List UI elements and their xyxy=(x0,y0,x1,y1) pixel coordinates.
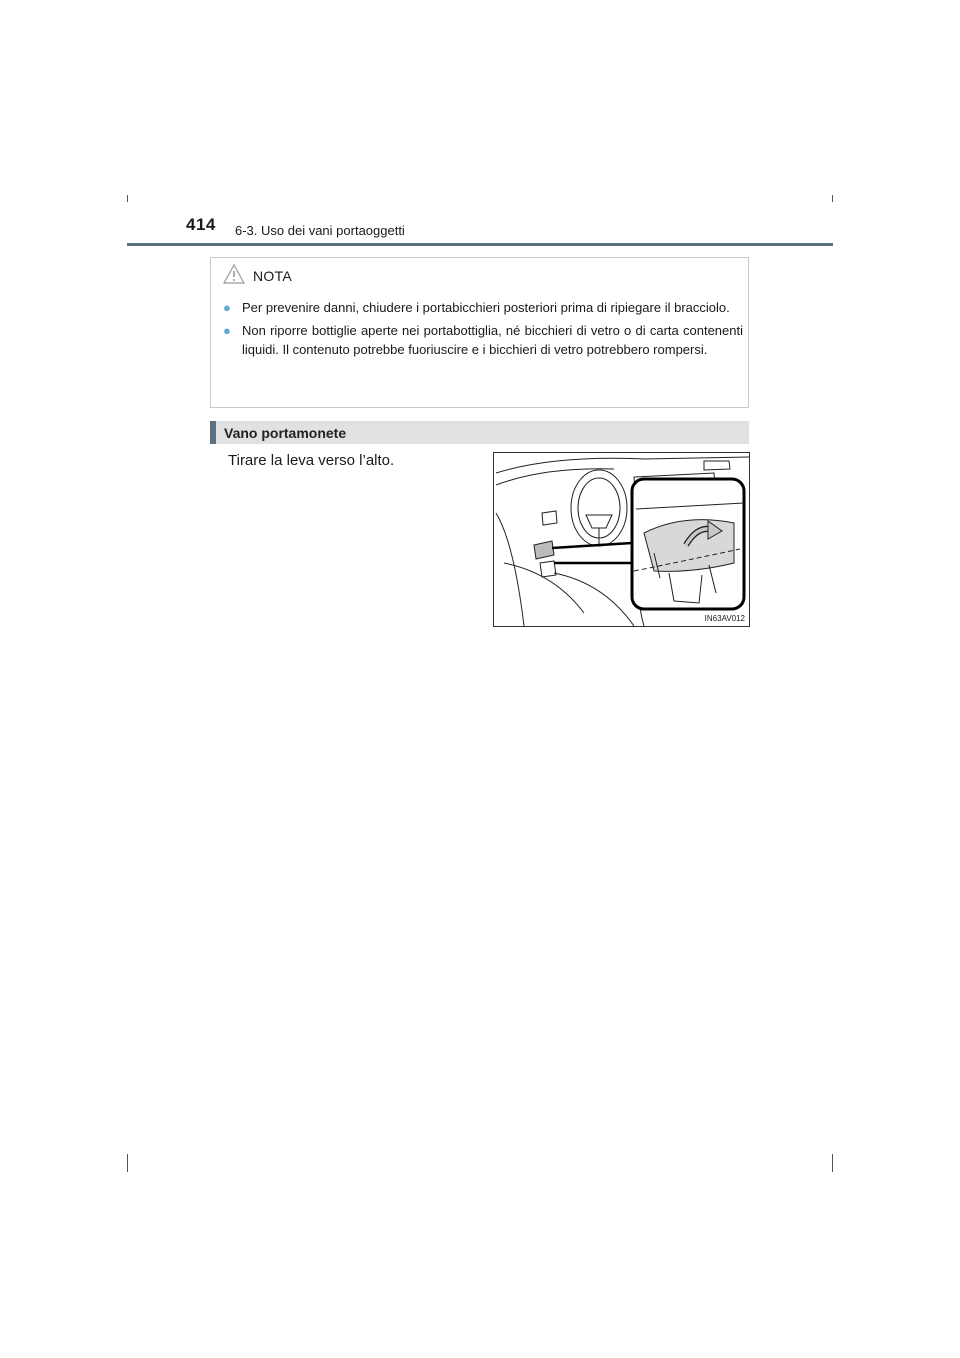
crop-mark xyxy=(832,1154,833,1172)
nota-item xyxy=(223,298,743,317)
figure-code: IN63AV012 xyxy=(704,614,745,623)
bullet-icon: ● xyxy=(223,323,231,338)
dashboard-drawing xyxy=(494,453,749,626)
subsection-title: Vano portamonete xyxy=(224,424,347,441)
header-rule xyxy=(127,243,833,246)
section-title: 6-3. Uso dei vani portaoggetti xyxy=(235,223,405,238)
nota-header xyxy=(223,264,292,288)
instruction-text: Tirare la leva verso l’alto. xyxy=(228,452,395,469)
dashboard-illustration xyxy=(493,452,750,627)
subsection-heading xyxy=(210,421,749,444)
nota-list xyxy=(223,298,743,363)
nota-box xyxy=(210,257,749,408)
nota-item-text: Per prevenire danni, chiudere i portabicchieri posteriori prima di ripiegare il bracciolo. xyxy=(242,300,730,315)
page-number: 414 xyxy=(186,215,216,234)
warning-triangle-icon xyxy=(223,264,245,289)
nota-item xyxy=(223,321,743,359)
crop-mark xyxy=(127,1154,128,1172)
bullet-icon: ● xyxy=(223,300,231,315)
nota-label: NOTA xyxy=(253,268,293,284)
crop-mark xyxy=(832,195,833,202)
nota-item-text: Non riporre bottiglie aperte nei portabottiglia, né bicchieri di vetro o di carta contenenti liquidi. Il contenuto potrebbe fuoriuscire e i bicchieri di vetro potrebbero rompersi. xyxy=(242,323,743,357)
crop-mark xyxy=(127,195,128,202)
